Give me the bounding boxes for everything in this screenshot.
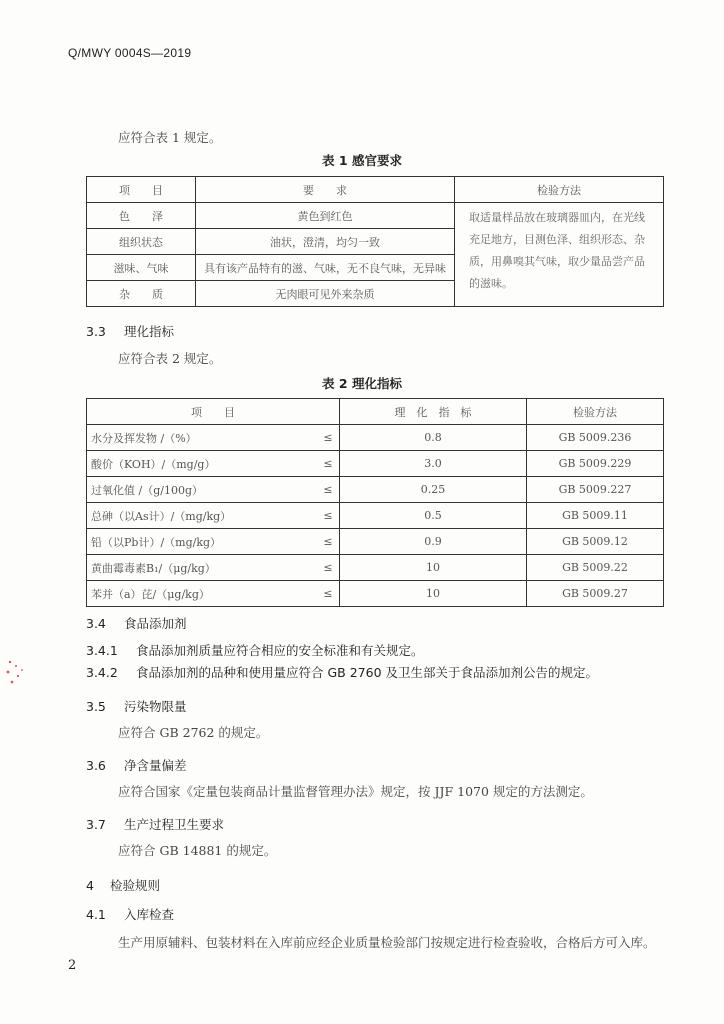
table-cell-requirement: 油状，澄清，均匀一致 xyxy=(196,229,455,255)
section-heading xyxy=(86,322,174,340)
subsection-heading xyxy=(86,641,424,659)
paragraph: 应符合表 2 规定。 xyxy=(118,351,222,366)
section-number: 3.4.1 xyxy=(86,643,118,658)
table-cell-item: 铅（以Pb计）/（mg/kg） xyxy=(87,529,318,555)
table-cell-item: 杂 质 xyxy=(87,281,196,307)
section-heading xyxy=(86,697,187,715)
table-cell-value: 10 xyxy=(340,555,527,581)
table-cell-method: GB 5009.236 xyxy=(527,425,664,451)
table-cell-item: 组织状态 xyxy=(87,229,196,255)
table-row xyxy=(87,503,664,529)
table-cell-value: 0.9 xyxy=(340,529,527,555)
sensory-table xyxy=(86,176,664,307)
table-row xyxy=(87,425,664,451)
table-cell-operator: ≤ xyxy=(317,529,340,555)
table-cell-method: GB 5009.27 xyxy=(527,581,664,607)
section-number: 3.6 xyxy=(86,758,106,773)
subsection-heading xyxy=(86,663,598,681)
table-header-cell: 检验方法 xyxy=(455,177,664,203)
section-title: 净含量偏差 xyxy=(124,758,187,773)
table-cell-method: GB 5009.22 xyxy=(527,555,664,581)
table-cell-item: 滋味、气味 xyxy=(87,255,196,281)
section-number: 3.3 xyxy=(86,324,106,339)
table-cell-operator: ≤ xyxy=(317,425,340,451)
table-header-row xyxy=(87,399,664,425)
table-cell-item: 酸价（KOH）/（mg/g） xyxy=(87,451,318,477)
section-number: 4 xyxy=(86,878,94,893)
section-heading xyxy=(86,876,160,894)
table-cell-item: 水分及挥发物 /（%） xyxy=(87,425,318,451)
table-cell-operator: ≤ xyxy=(317,581,340,607)
table-cell-method: GB 5009.11 xyxy=(527,503,664,529)
table-cell-item: 色 泽 xyxy=(87,203,196,229)
physicochemical-table xyxy=(86,398,664,607)
table-cell-method: GB 5009.229 xyxy=(527,451,664,477)
table-cell-item: 过氧化值 /（g/100g） xyxy=(87,477,318,503)
section-title: 食品添加剂 xyxy=(124,616,187,631)
section-number: 3.5 xyxy=(86,699,106,714)
table-cell-requirement: 无肉眼可见外来杂质 xyxy=(196,281,455,307)
section-heading xyxy=(86,815,224,833)
table-cell-value: 3.0 xyxy=(340,451,527,477)
table-header-cell: 要 求 xyxy=(196,177,455,203)
section-number: 4.1 xyxy=(86,907,106,922)
intro-text: 应符合表 1 规定。 xyxy=(118,130,222,145)
table-cell-item: 苯并（a）芘/（μg/kg） xyxy=(87,581,318,607)
table-row xyxy=(87,581,664,607)
table-row xyxy=(87,529,664,555)
section-heading xyxy=(86,905,174,923)
table-cell-item: 黄曲霉毒素B₁/（μg/kg） xyxy=(87,555,318,581)
table-row xyxy=(87,555,664,581)
table-header-cell: 理 化 指 标 xyxy=(340,399,527,425)
table-header-row xyxy=(87,177,664,203)
table-cell-requirement: 黄色到红色 xyxy=(196,203,455,229)
table-row xyxy=(87,451,664,477)
table-cell-operator: ≤ xyxy=(317,503,340,529)
table-cell-value: 0.5 xyxy=(340,503,527,529)
table-cell-requirement: 具有该产品特有的滋、气味，无不良气味，无异味 xyxy=(196,255,455,281)
table-row xyxy=(87,477,664,503)
table2-caption: 表 2 理化指标 xyxy=(322,376,402,391)
paragraph: 应符合国家《定量包装商品计量监督管理办法》规定，按 JJF 1070 规定的方法测定。 xyxy=(118,784,593,799)
table1-caption: 表 1 感官要求 xyxy=(322,153,402,168)
table-header-cell: 检验方法 xyxy=(527,399,664,425)
section-title: 理化指标 xyxy=(124,324,175,339)
document-code-header: Q/MWY 0004S—2019 xyxy=(68,46,192,60)
table-header-cell: 项 目 xyxy=(87,177,196,203)
table-cell-value: 0.25 xyxy=(340,477,527,503)
table-cell-value: 10 xyxy=(340,581,527,607)
table-header-cell: 项 目 xyxy=(87,399,340,425)
page-number: 2 xyxy=(68,958,77,973)
section-number: 3.7 xyxy=(86,817,106,832)
table-cell-method: GB 5009.12 xyxy=(527,529,664,555)
section-number: 3.4.2 xyxy=(86,665,118,680)
section-title: 食品添加剂质量应符合相应的安全标准和有关规定。 xyxy=(136,643,424,658)
section-heading xyxy=(86,756,187,774)
table-cell-value: 0.8 xyxy=(340,425,527,451)
red-stamp-fragment-icon xyxy=(4,656,26,686)
section-number: 3.4 xyxy=(86,616,106,631)
table-cell-operator: ≤ xyxy=(317,451,340,477)
section-title: 污染物限量 xyxy=(124,699,187,714)
section-title: 检验规则 xyxy=(110,878,161,893)
table-row xyxy=(87,203,664,229)
section-title: 生产过程卫生要求 xyxy=(124,817,225,832)
table-cell-item: 总砷（以As计）/（mg/kg） xyxy=(87,503,318,529)
section-title: 入库检查 xyxy=(124,907,175,922)
table-cell-operator: ≤ xyxy=(317,555,340,581)
table-cell-operator: ≤ xyxy=(317,477,340,503)
section-heading xyxy=(86,614,187,632)
paragraph: 应符合 GB 14881 的规定。 xyxy=(118,843,277,858)
table-cell-method: GB 5009.227 xyxy=(527,477,664,503)
section-title: 食品添加剂的品种和使用量应符合 GB 2760 及卫生部关于食品添加剂公告的规定。 xyxy=(136,665,598,680)
paragraph: 应符合 GB 2762 的规定。 xyxy=(118,725,269,740)
paragraph: 生产用原辅料、包装材料在入库前应经企业质量检验部门按规定进行检查验收，合格后方可入库。 xyxy=(118,935,656,950)
table-cell-method: 取适量样品放在玻璃器皿内，在光线充足地方，目测色泽、组织形态、杂质，用鼻嗅其气味，取少量品尝产品的滋味。 xyxy=(455,203,664,307)
